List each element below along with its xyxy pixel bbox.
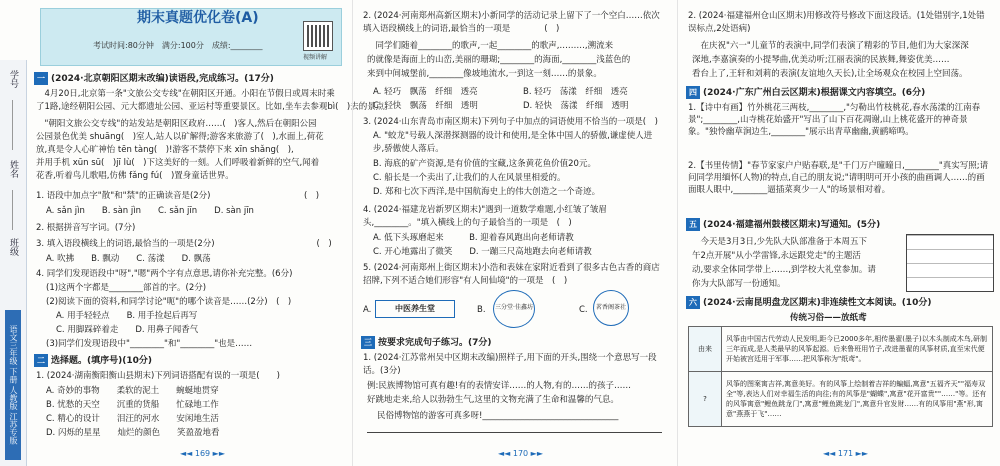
question-2: 2. (2024·河南郑州高新区期末)小新同学的活动记录上留下了一个空白……依次填入语段横线上的词语,最恰当的一项是 ( ) bbox=[363, 11, 660, 34]
option-d[interactable]: D. 闪烁的星星 灿烂的颜色 笑盈盈地看 bbox=[46, 428, 220, 438]
example-line: 好跳地走来,给人以勃勃生气,这里的文物充满了生命和温馨的气息。 bbox=[367, 395, 619, 405]
passage-line: 同学们随着________的歌声,一起________的歌声,………,溯流来 bbox=[367, 41, 614, 51]
question-4-part-3: (3)同学们发现语段中"________"和"________"也是…… bbox=[46, 339, 253, 349]
passage-line: 的就像是海面上的山峦,美丽的珊瑚;________的海面,________浅蓝色的 bbox=[367, 55, 631, 65]
passage-line: 看台上了,王轩和刘莉的表演(友谊地久天长),让全场观众在校园上空回荡。 bbox=[692, 69, 968, 79]
option-letter-c: C. bbox=[579, 305, 588, 315]
option-b[interactable]: B. 轻巧 荡漾 纤细 透亮 bbox=[523, 87, 628, 97]
option-b[interactable]: B. 海底的矿产资源,是有价值的宝藏,这条黄花鱼价值20元。 bbox=[373, 159, 596, 169]
option-letter-b: B. bbox=[477, 305, 486, 315]
section-6-heading bbox=[686, 296, 931, 310]
student-info-sidebar bbox=[0, 60, 27, 466]
notice-prompt: 你为大队部写一份通知。 bbox=[692, 279, 786, 289]
section-title: 按要求完成句子练习。(7分) bbox=[378, 338, 492, 348]
section-5-heading bbox=[686, 218, 880, 232]
question-1: 1. 语段中加点字"散"和"禁"的正确读音是(2分) ( ) bbox=[36, 191, 320, 201]
section-number-badge: 五 bbox=[686, 218, 700, 231]
sign-option-b[interactable]: 三分堂·佳鑫坊 bbox=[493, 290, 535, 328]
section-1-heading bbox=[34, 72, 274, 86]
option-d[interactable]: D. 郑和七次下西洋,是中国航海史上的伟大创造之一个奇迹。 bbox=[373, 187, 601, 197]
exam-title-banner bbox=[40, 8, 342, 66]
notice-prompt: 午2点开展"从小学雷锋,永远跟党走"的主题活 bbox=[692, 251, 861, 261]
option-c[interactable]: C. 轻快 飘荡 纤细 透明 bbox=[373, 101, 478, 111]
question-3-options[interactable]: A. 吹拂 B. 飘动 C. 荡漾 D. 飘荡 bbox=[46, 254, 211, 264]
table-row bbox=[689, 372, 993, 427]
paragraph-line: 并用手机 xūn sū( )jī lù( )下这美好的一刻。人们呼吸着新鲜的空气,闻着 bbox=[36, 158, 320, 168]
options-ab[interactable]: A. 低下头琢磨起来 B. 迎着春风跑出向老师请教 bbox=[373, 233, 574, 243]
row-content: 风筝由中国古代劳动人民发明,距今已2000多年,相传墨翟(墨子)以木头制成木鸟,研制三年而成,是人类最早的风筝起源。后来鲁班用竹子,改进墨翟的风筝材质,直至宋代便开始被宫廷用于军事……把风筝称为"纸鸢"。 bbox=[722, 327, 993, 372]
question-4-options-cd[interactable]: C. 用脚踩碎着走 D. 用鼻子闻香气 bbox=[56, 325, 199, 335]
question-4-2: 2.【书里传情】"春节家家户户贴春联,是"千门万户曈曈日,________"真实写照;请问同学用缅怀(人物)的特点,自己的朋友说;"请明明可开小孩的曲画调人……的画面眼人眼中,________逼插菜爽少一人"的场景相对着。 bbox=[688, 161, 989, 195]
sidebar-divider bbox=[12, 190, 13, 230]
question-4: 4. (2024·福建龙岩新罗区期末)"遇到一道数学难题,小红皱了皱眉头,________。"填入横线上的句子最恰当的一项是 ( ) bbox=[363, 205, 607, 228]
option-c[interactable]: C. 船长是一个卖出了,让我们的人在风景里相爱的。 bbox=[373, 173, 566, 183]
page-171 bbox=[677, 0, 1000, 466]
section-title: (2024·福建福州鼓楼区期末)写通知。(5分) bbox=[703, 220, 881, 230]
section-2-heading bbox=[34, 354, 152, 368]
book-edition-label: 语文三年级 下册 人教版 江苏专版 bbox=[5, 310, 21, 460]
page-number: ◄◄ 169 ►► bbox=[180, 449, 225, 458]
answer-line[interactable]: 民俗博物馆的游客可真多呀!________________________________ bbox=[377, 411, 619, 421]
page-number: ◄◄ 170 ►► bbox=[498, 449, 543, 458]
option-c[interactable]: C. 精心的设计 泪汪的河水 安闲地生活 bbox=[46, 414, 219, 424]
passage-line: 在庆祝"六一"儿童节的表演中,同学们表演了精彩的节目,他们为大家深深 bbox=[692, 41, 969, 51]
table-row bbox=[689, 327, 993, 372]
row-header: 由来 bbox=[689, 327, 722, 372]
section-title: (2024·云南昆明盘龙区期末)非连续性文本阅读。(10分) bbox=[703, 298, 932, 308]
sidebar-divider bbox=[12, 100, 13, 150]
section-number-badge: 六 bbox=[686, 296, 700, 309]
sidebar-label-class: 班级 bbox=[8, 238, 18, 256]
paragraph-line: 公园景色优美 shuāng( )室人,站人以矿解得;游客来旅游了( ),水面上,荷花 bbox=[36, 132, 324, 142]
page-number: ◄◄ 171 ►► bbox=[823, 449, 868, 458]
section-4-heading bbox=[686, 86, 925, 100]
sidebar-label-name: 姓名 bbox=[8, 160, 18, 178]
section-title: 选择题。(填序号)(10分) bbox=[51, 356, 152, 366]
page-169 bbox=[0, 0, 393, 466]
question-4-part-2: (2)阅读下面的资料,和同学讨论"呃"的哪个读音是……(2分) ( ) bbox=[46, 297, 292, 307]
sign-option-a[interactable]: 中医养生堂 bbox=[375, 300, 455, 318]
paragraph-line: "朝阳文旅公交专线"的站发站是朝阳区政府……( )客人,然后在朝阳公园 bbox=[36, 119, 317, 129]
qr-code-icon[interactable] bbox=[303, 21, 333, 51]
option-a[interactable]: A. 奇妙的事物 柔软的泥土 蜿蜒地贯穿 bbox=[46, 386, 219, 396]
page-170 bbox=[352, 0, 678, 466]
option-a[interactable]: A. 轻巧 飘荡 纤细 透亮 bbox=[373, 87, 478, 97]
passage-line: 来到中间城堡前,________像坡地流水,一到这一刻……的景象。 bbox=[367, 69, 602, 79]
sign-option-c[interactable]: 茗香阁茶社 bbox=[593, 290, 629, 326]
question-1-options[interactable]: A. sǎn jìn B. sàn jìn C. sǎn jīn D. sàn jīn bbox=[46, 206, 254, 216]
question-4-part-1: (1)这两个字都是________部首的字。(2分) bbox=[46, 283, 207, 293]
notice-prompt: 动,要求全体同学带上……,到学校大礼堂参加。请 bbox=[692, 265, 876, 275]
reading-table bbox=[688, 326, 993, 427]
question-4-options-ab[interactable]: A. 用手轻轻点 B. 用手捡起后再写 bbox=[56, 311, 198, 321]
section-title: (2024·广东广州白云区期末)根据课文内容填空。(6分) bbox=[703, 88, 926, 98]
question-5: 5. (2024·河南郑州上街区期末)小浩和表妹在家附近看到了很多古色古香的商店招牌,下列不适合她们形容"有人间仙境"的一项是 ( ) bbox=[363, 263, 660, 286]
paragraph-line: 花香,听着鸟儿歌唱,仿佛 fǎng fú( )置身童话世界。 bbox=[36, 171, 234, 181]
page-number-value: 169 bbox=[194, 449, 211, 458]
section-number-badge: 二 bbox=[34, 354, 48, 367]
question-2: 2. 根据拼音写字词。(7分) bbox=[36, 223, 136, 233]
question-2-1: 1. (2024·湖南衡阳衡山县期末)下列词语搭配有误的一项是( ) bbox=[36, 371, 280, 381]
option-b[interactable]: B. 忧愁的天空 沉重的货船 忙碌地工作 bbox=[46, 400, 219, 410]
passage-line: 深地,李嘉演奏的小提琴曲,优美动听;江丽表演的民族舞,舞姿优美…… bbox=[692, 55, 950, 65]
page-title: 期末真题优化卷(A) bbox=[137, 10, 259, 26]
paragraph-line: 4月20日,北京第一条"文旅公交专线"在朝阳区开通。小阳在节假日或周末时乘 bbox=[36, 89, 335, 99]
section-number-badge: 四 bbox=[686, 86, 700, 99]
question-2: 2. (2024·福建福州仓山区期末)用修改符号修改下面这段话。(1处错别字,1处错误标点,2处语病) bbox=[688, 11, 985, 34]
section-3-heading bbox=[361, 336, 492, 350]
option-a[interactable]: A. "蛟龙"号载人深潜探测器的设计和使用,是全体中国人的骄傲,谦虚使人进步,骄傲使人落后。 bbox=[373, 131, 653, 154]
answer-blank[interactable] bbox=[367, 432, 662, 433]
question-4: 4. 同学们发现语段中"呀","嗯"两个字有点意思,请你补充完整。(6分) bbox=[36, 269, 293, 279]
option-d[interactable]: D. 轻快 荡漾 纤细 透明 bbox=[523, 101, 629, 111]
paragraph-line: 了1路,途经朝阳公园、元大都遗址公园、亚运村等重要景区。比如,坐车去参观bì( )去的景点。 bbox=[36, 102, 393, 112]
row-content: 风筝的图案寓吉祥,寓意美好。有的风筝上绘制着吉祥的蝙蝠,寓意"五福齐天""福寿双全"等,表达人们对幸福生活的向往;有的风筝是"蝴蝶",寓意"花开富贵""……"等。还有的风筝寓意"鲤鱼跳龙门",寓意"鲤鱼跳龙门",寓意升官发财……有的风筝用"燕"形,寓意"燕燕于飞"…… bbox=[722, 372, 993, 427]
question-3: 3. 填入语段横线上的词语,最恰当的一项是(2分) ( ) bbox=[36, 239, 332, 249]
page-number-value: 171 bbox=[837, 449, 854, 458]
question-3: 3. (2024·山东青岛市南区期末)下列句子中加点的词语使用不恰当的一项是( ) bbox=[363, 117, 658, 127]
section-number-badge: 一 bbox=[34, 72, 48, 85]
options-cd[interactable]: C. 开心地露出了微笑 D. 一蹦三尺高地跑去向老师请教 bbox=[373, 247, 592, 257]
option-letter-a: A. bbox=[363, 305, 372, 315]
notice-writing-box[interactable] bbox=[906, 234, 994, 292]
example-line: 例:民族博物馆可真有趣!有的表情安详……的人物,有的……的孩子…… bbox=[367, 381, 631, 391]
row-header-blank[interactable]: ? bbox=[689, 372, 722, 427]
question-3-1: 1. (2024·江苏常州吴中区期末改编)照样子,用下面的开头,围绕一个意思写一段话。(3分) bbox=[363, 353, 657, 376]
section-title: (2024·北京朝阳区期末改编)读语段,完成练习。(17分) bbox=[51, 74, 274, 84]
sidebar-label-id: 学号 bbox=[8, 70, 18, 88]
page-number-value: 170 bbox=[512, 449, 529, 458]
exam-meta: 考试时间:80分钟 满分:100分 成绩:________ bbox=[93, 41, 263, 50]
notice-prompt: 今天是3月3日,少先队大队部准备于本周五下 bbox=[692, 237, 868, 247]
question-4-1: 1.【诗中有画】竹外桃花三两枝,________,"匀勒出竹枝桃花,春水荡漾的江南春景";________,山寺桃花始盛开"写出了山下百花凋谢,山上桃花盛开的神奇景象。"独怜幽草涧边生,________"展示出青草幽幽,黄鹂啼鸣。 bbox=[688, 103, 981, 137]
qr-label: 视频讲解 bbox=[303, 54, 328, 61]
paragraph-line: 放,真是令人心旷神怡 tēn tàng( )!游客不禁停下来 xīn shǎng( ), bbox=[36, 145, 294, 155]
section-number-badge: 三 bbox=[361, 336, 375, 349]
table-title: 传统习俗——放纸鸢 bbox=[790, 313, 867, 323]
